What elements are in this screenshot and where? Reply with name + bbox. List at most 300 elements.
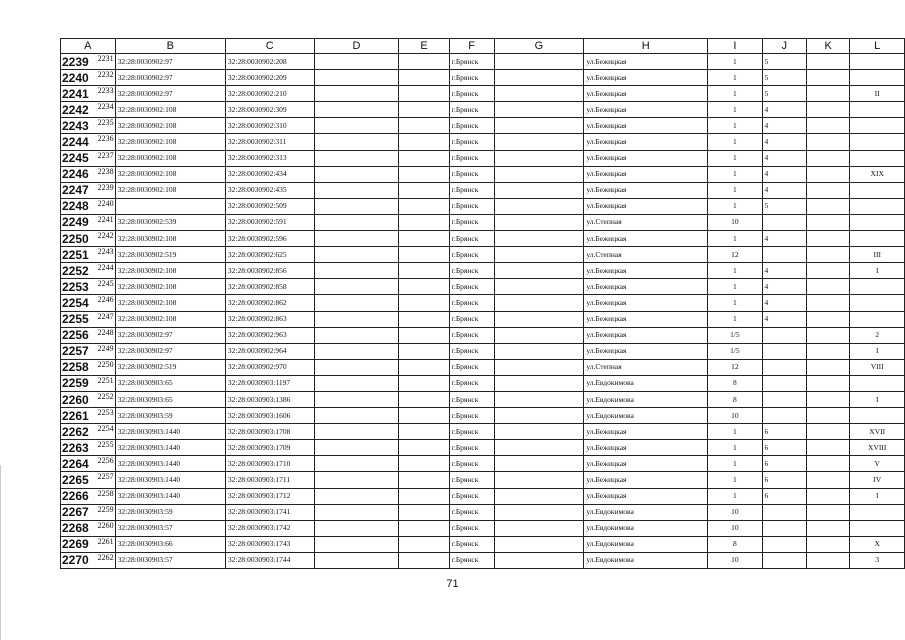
cell-k[interactable]	[806, 391, 849, 407]
cell-j[interactable]	[762, 408, 806, 424]
cell-c[interactable]: 32:28:0030902:970	[225, 359, 314, 375]
cell-b[interactable]: 32:28:0030903:65	[115, 375, 225, 391]
cell-d[interactable]	[314, 86, 399, 102]
cell-c[interactable]: 32:28:0030903:1606	[225, 408, 314, 424]
cell-j[interactable]: 4	[762, 182, 806, 198]
cell-f[interactable]: г.Брянск	[449, 488, 494, 504]
cell-f[interactable]: г.Брянск	[449, 424, 494, 440]
cell-g[interactable]	[494, 54, 584, 70]
cell-i[interactable]: 10	[708, 552, 762, 568]
cell-g[interactable]	[494, 456, 584, 472]
cell-g[interactable]	[494, 552, 584, 568]
cell-b[interactable]: 32:28:0030903:57	[115, 552, 225, 568]
cell-i[interactable]: 1	[708, 295, 762, 311]
cell-d[interactable]	[314, 247, 399, 263]
cell-a[interactable]	[61, 408, 116, 424]
cell-i[interactable]: 1	[708, 150, 762, 166]
cell-e[interactable]	[399, 263, 449, 279]
cell-l[interactable]: 2	[850, 327, 905, 343]
cell-b[interactable]: 32:28:0030902:519	[115, 247, 225, 263]
cell-a[interactable]	[61, 488, 116, 504]
cell-c[interactable]: 32:28:0030903:1744	[225, 552, 314, 568]
cell-l[interactable]	[850, 311, 905, 327]
cell-j[interactable]: 6	[762, 488, 806, 504]
cell-j[interactable]: 4	[762, 263, 806, 279]
cell-f[interactable]: г.Брянск	[449, 247, 494, 263]
cell-c[interactable]: 32:28:0030902:856	[225, 263, 314, 279]
cell-f[interactable]: г.Брянск	[449, 150, 494, 166]
cell-d[interactable]	[314, 198, 399, 214]
cell-i[interactable]: 1	[708, 263, 762, 279]
cell-l[interactable]	[850, 375, 905, 391]
cell-l[interactable]: I	[850, 391, 905, 407]
cell-l[interactable]	[850, 408, 905, 424]
cell-d[interactable]	[314, 456, 399, 472]
cell-e[interactable]	[399, 86, 449, 102]
cell-b[interactable]: 32:28:0030903:1440	[115, 456, 225, 472]
cell-b[interactable]: 32:28:0030903:66	[115, 536, 225, 552]
cell-e[interactable]	[399, 70, 449, 86]
cell-i[interactable]: 8	[708, 375, 762, 391]
cell-l[interactable]: III	[850, 247, 905, 263]
cell-f[interactable]: г.Брянск	[449, 375, 494, 391]
cell-a[interactable]	[61, 343, 116, 359]
cell-b[interactable]: 32:28:0030903:65	[115, 391, 225, 407]
cell-b[interactable]: 32:28:0030902:108	[115, 263, 225, 279]
cell-i[interactable]: 1	[708, 86, 762, 102]
cell-d[interactable]	[314, 488, 399, 504]
cell-i[interactable]: 1	[708, 440, 762, 456]
cell-g[interactable]	[494, 118, 584, 134]
column-header-j[interactable]: J	[762, 39, 806, 54]
cell-g[interactable]	[494, 391, 584, 407]
cell-e[interactable]	[399, 295, 449, 311]
cell-e[interactable]	[399, 488, 449, 504]
cell-h[interactable]: ул.Бежицкая	[584, 424, 708, 440]
cell-d[interactable]	[314, 504, 399, 520]
cell-l[interactable]: X	[850, 536, 905, 552]
cell-j[interactable]: 6	[762, 440, 806, 456]
cell-k[interactable]	[806, 504, 849, 520]
cell-j[interactable]	[762, 247, 806, 263]
cell-d[interactable]	[314, 424, 399, 440]
cell-j[interactable]	[762, 375, 806, 391]
cell-j[interactable]: 4	[762, 295, 806, 311]
cell-c[interactable]: 32:28:0030902:509	[225, 198, 314, 214]
cell-l[interactable]: XIX	[850, 166, 905, 182]
cell-h[interactable]: ул.Бежицкая	[584, 118, 708, 134]
cell-b[interactable]: 32:28:0030902:108	[115, 134, 225, 150]
cell-j[interactable]	[762, 214, 806, 230]
cell-c[interactable]: 32:28:0030902:862	[225, 295, 314, 311]
cell-b[interactable]: 32:28:0030902:108	[115, 279, 225, 295]
cell-l[interactable]	[850, 231, 905, 247]
cell-g[interactable]	[494, 134, 584, 150]
cell-i[interactable]: 10	[708, 504, 762, 520]
cell-i[interactable]: 10	[708, 408, 762, 424]
cell-h[interactable]: ул.Бежицкая	[584, 102, 708, 118]
cell-g[interactable]	[494, 214, 584, 230]
cell-e[interactable]	[399, 391, 449, 407]
cell-a[interactable]	[61, 327, 116, 343]
cell-b[interactable]: 32:28:0030903:1440	[115, 488, 225, 504]
cell-l[interactable]: I	[850, 343, 905, 359]
cell-b[interactable]: 32:28:0030902:108	[115, 150, 225, 166]
cell-k[interactable]	[806, 150, 849, 166]
cell-e[interactable]	[399, 440, 449, 456]
cell-h[interactable]: ул.Бежицкая	[584, 456, 708, 472]
cell-d[interactable]	[314, 391, 399, 407]
cell-b[interactable]: 32:28:0030903:57	[115, 520, 225, 536]
cell-l[interactable]	[850, 70, 905, 86]
cell-h[interactable]: ул.Евдокимова	[584, 408, 708, 424]
cell-l[interactable]: IV	[850, 472, 905, 488]
cell-b[interactable]: 32:28:0030902:108	[115, 118, 225, 134]
cell-h[interactable]: ул.Бежицкая	[584, 343, 708, 359]
cell-d[interactable]	[314, 536, 399, 552]
cell-d[interactable]	[314, 134, 399, 150]
cell-j[interactable]: 5	[762, 86, 806, 102]
cell-f[interactable]: г.Брянск	[449, 520, 494, 536]
column-header-i[interactable]: I	[708, 39, 762, 54]
cell-d[interactable]	[314, 166, 399, 182]
cell-g[interactable]	[494, 150, 584, 166]
cell-c[interactable]: 32:28:0030903:1708	[225, 424, 314, 440]
cell-i[interactable]: 8	[708, 536, 762, 552]
cell-d[interactable]	[314, 375, 399, 391]
cell-l[interactable]	[850, 295, 905, 311]
cell-h[interactable]: ул.Бежицкая	[584, 166, 708, 182]
column-header-f[interactable]: F	[449, 39, 494, 54]
cell-l[interactable]	[850, 182, 905, 198]
cell-b[interactable]: 32:28:0030902:97	[115, 327, 225, 343]
cell-g[interactable]	[494, 424, 584, 440]
cell-k[interactable]	[806, 86, 849, 102]
cell-e[interactable]	[399, 359, 449, 375]
cell-l[interactable]	[850, 150, 905, 166]
cell-l[interactable]	[850, 504, 905, 520]
cell-f[interactable]: г.Брянск	[449, 214, 494, 230]
cell-j[interactable]: 4	[762, 102, 806, 118]
cell-i[interactable]: 1	[708, 456, 762, 472]
cell-i[interactable]: 10	[708, 520, 762, 536]
cell-j[interactable]: 4	[762, 231, 806, 247]
column-header-g[interactable]: G	[494, 39, 584, 54]
cell-a[interactable]	[61, 311, 116, 327]
cell-l[interactable]	[850, 54, 905, 70]
cell-j[interactable]: 4	[762, 150, 806, 166]
cell-d[interactable]	[314, 295, 399, 311]
cell-f[interactable]: г.Брянск	[449, 54, 494, 70]
cell-k[interactable]	[806, 182, 849, 198]
cell-e[interactable]	[399, 327, 449, 343]
cell-k[interactable]	[806, 375, 849, 391]
cell-j[interactable]	[762, 327, 806, 343]
cell-k[interactable]	[806, 214, 849, 230]
cell-b[interactable]: 32:28:0030903:1440	[115, 440, 225, 456]
cell-l[interactable]: XVII	[850, 424, 905, 440]
cell-d[interactable]	[314, 118, 399, 134]
cell-a[interactable]	[61, 424, 116, 440]
column-header-d[interactable]: D	[314, 39, 399, 54]
cell-k[interactable]	[806, 456, 849, 472]
cell-e[interactable]	[399, 311, 449, 327]
cell-i[interactable]: 1/5	[708, 343, 762, 359]
cell-c[interactable]: 32:28:0030903:1711	[225, 472, 314, 488]
cell-e[interactable]	[399, 536, 449, 552]
cell-b[interactable]: 32:28:0030903:1440	[115, 472, 225, 488]
column-header-b[interactable]: B	[115, 39, 225, 54]
cell-k[interactable]	[806, 472, 849, 488]
cell-e[interactable]	[399, 279, 449, 295]
cell-c[interactable]: 32:28:0030902:964	[225, 343, 314, 359]
cell-d[interactable]	[314, 102, 399, 118]
cell-e[interactable]	[399, 456, 449, 472]
cell-a[interactable]	[61, 375, 116, 391]
cell-f[interactable]: г.Брянск	[449, 231, 494, 247]
cell-i[interactable]: 1	[708, 166, 762, 182]
cell-e[interactable]	[399, 343, 449, 359]
column-header-e[interactable]: E	[399, 39, 449, 54]
cell-j[interactable]: 6	[762, 456, 806, 472]
cell-e[interactable]	[399, 520, 449, 536]
cell-f[interactable]: г.Брянск	[449, 456, 494, 472]
cell-i[interactable]: 1	[708, 70, 762, 86]
cell-b[interactable]: 32:28:0030902:108	[115, 295, 225, 311]
cell-d[interactable]	[314, 440, 399, 456]
cell-l[interactable]	[850, 102, 905, 118]
cell-g[interactable]	[494, 359, 584, 375]
cell-h[interactable]: ул.Бежицкая	[584, 279, 708, 295]
cell-f[interactable]: г.Брянск	[449, 472, 494, 488]
cell-i[interactable]: 1	[708, 182, 762, 198]
cell-g[interactable]	[494, 279, 584, 295]
cell-j[interactable]: 4	[762, 166, 806, 182]
cell-d[interactable]	[314, 359, 399, 375]
cell-f[interactable]: г.Брянск	[449, 359, 494, 375]
cell-h[interactable]: ул.Евдокимова	[584, 536, 708, 552]
cell-h[interactable]: ул.Бежицкая	[584, 134, 708, 150]
cell-b[interactable]: 32:28:0030902:108	[115, 166, 225, 182]
cell-l[interactable]	[850, 134, 905, 150]
cell-e[interactable]	[399, 552, 449, 568]
cell-k[interactable]	[806, 552, 849, 568]
cell-d[interactable]	[314, 150, 399, 166]
cell-a[interactable]	[61, 504, 116, 520]
cell-g[interactable]	[494, 247, 584, 263]
cell-c[interactable]: 32:28:0030903:1741	[225, 504, 314, 520]
cell-h[interactable]: ул.Бежицкая	[584, 54, 708, 70]
cell-a[interactable]	[61, 118, 116, 134]
cell-d[interactable]	[314, 408, 399, 424]
cell-l[interactable]	[850, 198, 905, 214]
cell-c[interactable]: 32:28:0030902:310	[225, 118, 314, 134]
cell-j[interactable]	[762, 536, 806, 552]
cell-b[interactable]: 32:28:0030902:108	[115, 311, 225, 327]
cell-j[interactable]	[762, 552, 806, 568]
cell-f[interactable]: г.Брянск	[449, 166, 494, 182]
cell-a[interactable]	[61, 295, 116, 311]
cell-k[interactable]	[806, 327, 849, 343]
column-header-h[interactable]: H	[584, 39, 708, 54]
cell-a[interactable]	[61, 166, 116, 182]
cell-e[interactable]	[399, 231, 449, 247]
cell-h[interactable]: ул.Евдокимова	[584, 504, 708, 520]
cell-d[interactable]	[314, 263, 399, 279]
cell-j[interactable]	[762, 391, 806, 407]
cell-j[interactable]: 5	[762, 54, 806, 70]
cell-c[interactable]: 32:28:0030902:434	[225, 166, 314, 182]
cell-a[interactable]	[61, 86, 116, 102]
cell-f[interactable]: г.Брянск	[449, 182, 494, 198]
cell-i[interactable]: 1	[708, 472, 762, 488]
cell-l[interactable]: II	[850, 86, 905, 102]
cell-g[interactable]	[494, 408, 584, 424]
cell-d[interactable]	[314, 472, 399, 488]
cell-a[interactable]	[61, 391, 116, 407]
cell-e[interactable]	[399, 408, 449, 424]
cell-c[interactable]: 32:28:0030903:1197	[225, 375, 314, 391]
cell-h[interactable]: ул.Бежицкая	[584, 70, 708, 86]
cell-g[interactable]	[494, 86, 584, 102]
cell-a[interactable]	[61, 472, 116, 488]
cell-l[interactable]: I	[850, 488, 905, 504]
cell-c[interactable]: 32:28:0030903:1710	[225, 456, 314, 472]
cell-f[interactable]: г.Брянск	[449, 327, 494, 343]
cell-i[interactable]: 12	[708, 247, 762, 263]
cell-k[interactable]	[806, 134, 849, 150]
cell-g[interactable]	[494, 520, 584, 536]
cell-c[interactable]: 32:28:0030902:313	[225, 150, 314, 166]
cell-d[interactable]	[314, 552, 399, 568]
cell-a[interactable]	[61, 359, 116, 375]
cell-b[interactable]: 32:28:0030902:519	[115, 359, 225, 375]
cell-a[interactable]	[61, 134, 116, 150]
cell-h[interactable]: ул.Бежицкая	[584, 231, 708, 247]
cell-e[interactable]	[399, 375, 449, 391]
cell-k[interactable]	[806, 440, 849, 456]
cell-d[interactable]	[314, 182, 399, 198]
cell-c[interactable]: 32:28:0030902:591	[225, 214, 314, 230]
cell-e[interactable]	[399, 247, 449, 263]
cell-i[interactable]: 1	[708, 311, 762, 327]
cell-i[interactable]: 1	[708, 279, 762, 295]
cell-l[interactable]	[850, 520, 905, 536]
cell-c[interactable]: 32:28:0030903:1386	[225, 391, 314, 407]
cell-c[interactable]: 32:28:0030903:1709	[225, 440, 314, 456]
cell-f[interactable]: г.Брянск	[449, 279, 494, 295]
cell-h[interactable]: ул.Бежицкая	[584, 440, 708, 456]
cell-b[interactable]: 32:28:0030902:108	[115, 102, 225, 118]
cell-l[interactable]: V	[850, 456, 905, 472]
cell-d[interactable]	[314, 311, 399, 327]
cell-f[interactable]: г.Брянск	[449, 295, 494, 311]
cell-a[interactable]	[61, 150, 116, 166]
cell-h[interactable]: ул.Бежицкая	[584, 263, 708, 279]
cell-l[interactable]: I	[850, 263, 905, 279]
cell-l[interactable]	[850, 214, 905, 230]
cell-c[interactable]: 32:28:0030902:863	[225, 311, 314, 327]
cell-k[interactable]	[806, 118, 849, 134]
cell-e[interactable]	[399, 150, 449, 166]
cell-c[interactable]: 32:28:0030902:435	[225, 182, 314, 198]
cell-i[interactable]: 1	[708, 102, 762, 118]
cell-g[interactable]	[494, 198, 584, 214]
cell-h[interactable]: ул.Бежицкая	[584, 295, 708, 311]
cell-k[interactable]	[806, 279, 849, 295]
cell-h[interactable]: ул.Степная	[584, 247, 708, 263]
cell-f[interactable]: г.Брянск	[449, 86, 494, 102]
cell-a[interactable]	[61, 520, 116, 536]
cell-j[interactable]: 4	[762, 118, 806, 134]
cell-h[interactable]: ул.Степная	[584, 214, 708, 230]
cell-h[interactable]: ул.Евдокимова	[584, 552, 708, 568]
cell-b[interactable]	[115, 198, 225, 214]
cell-g[interactable]	[494, 440, 584, 456]
cell-f[interactable]: г.Брянск	[449, 343, 494, 359]
cell-c[interactable]: 32:28:0030902:858	[225, 279, 314, 295]
cell-d[interactable]	[314, 279, 399, 295]
cell-a[interactable]	[61, 182, 116, 198]
cell-f[interactable]: г.Брянск	[449, 391, 494, 407]
cell-g[interactable]	[494, 327, 584, 343]
cell-g[interactable]	[494, 375, 584, 391]
cell-k[interactable]	[806, 54, 849, 70]
cell-j[interactable]	[762, 520, 806, 536]
cell-k[interactable]	[806, 231, 849, 247]
cell-j[interactable]	[762, 359, 806, 375]
cell-k[interactable]	[806, 536, 849, 552]
cell-b[interactable]: 32:28:0030902:97	[115, 54, 225, 70]
cell-f[interactable]: г.Брянск	[449, 134, 494, 150]
cell-d[interactable]	[314, 54, 399, 70]
cell-k[interactable]	[806, 424, 849, 440]
cell-j[interactable]: 5	[762, 198, 806, 214]
cell-g[interactable]	[494, 504, 584, 520]
cell-a[interactable]	[61, 214, 116, 230]
cell-e[interactable]	[399, 198, 449, 214]
cell-h[interactable]: ул.Бежицкая	[584, 311, 708, 327]
cell-k[interactable]	[806, 359, 849, 375]
cell-k[interactable]	[806, 295, 849, 311]
cell-k[interactable]	[806, 408, 849, 424]
cell-c[interactable]: 32:28:0030902:596	[225, 231, 314, 247]
cell-a[interactable]	[61, 263, 116, 279]
cell-i[interactable]: 1	[708, 488, 762, 504]
cell-j[interactable]: 5	[762, 70, 806, 86]
cell-f[interactable]: г.Брянск	[449, 118, 494, 134]
cell-j[interactable]: 4	[762, 134, 806, 150]
cell-h[interactable]: ул.Бежицкая	[584, 86, 708, 102]
cell-d[interactable]	[314, 214, 399, 230]
cell-b[interactable]: 32:28:0030903:59	[115, 504, 225, 520]
cell-i[interactable]: 8	[708, 391, 762, 407]
cell-i[interactable]: 1	[708, 54, 762, 70]
cell-c[interactable]: 32:28:0030903:1743	[225, 536, 314, 552]
cell-h[interactable]: ул.Бежицкая	[584, 472, 708, 488]
cell-a[interactable]	[61, 456, 116, 472]
cell-b[interactable]: 32:28:0030902:108	[115, 182, 225, 198]
cell-f[interactable]: г.Брянск	[449, 408, 494, 424]
cell-c[interactable]: 32:28:0030902:963	[225, 327, 314, 343]
cell-g[interactable]	[494, 182, 584, 198]
cell-a[interactable]	[61, 247, 116, 263]
cell-d[interactable]	[314, 343, 399, 359]
cell-i[interactable]: 1	[708, 231, 762, 247]
cell-j[interactable]: 4	[762, 311, 806, 327]
cell-g[interactable]	[494, 263, 584, 279]
cell-a[interactable]	[61, 279, 116, 295]
